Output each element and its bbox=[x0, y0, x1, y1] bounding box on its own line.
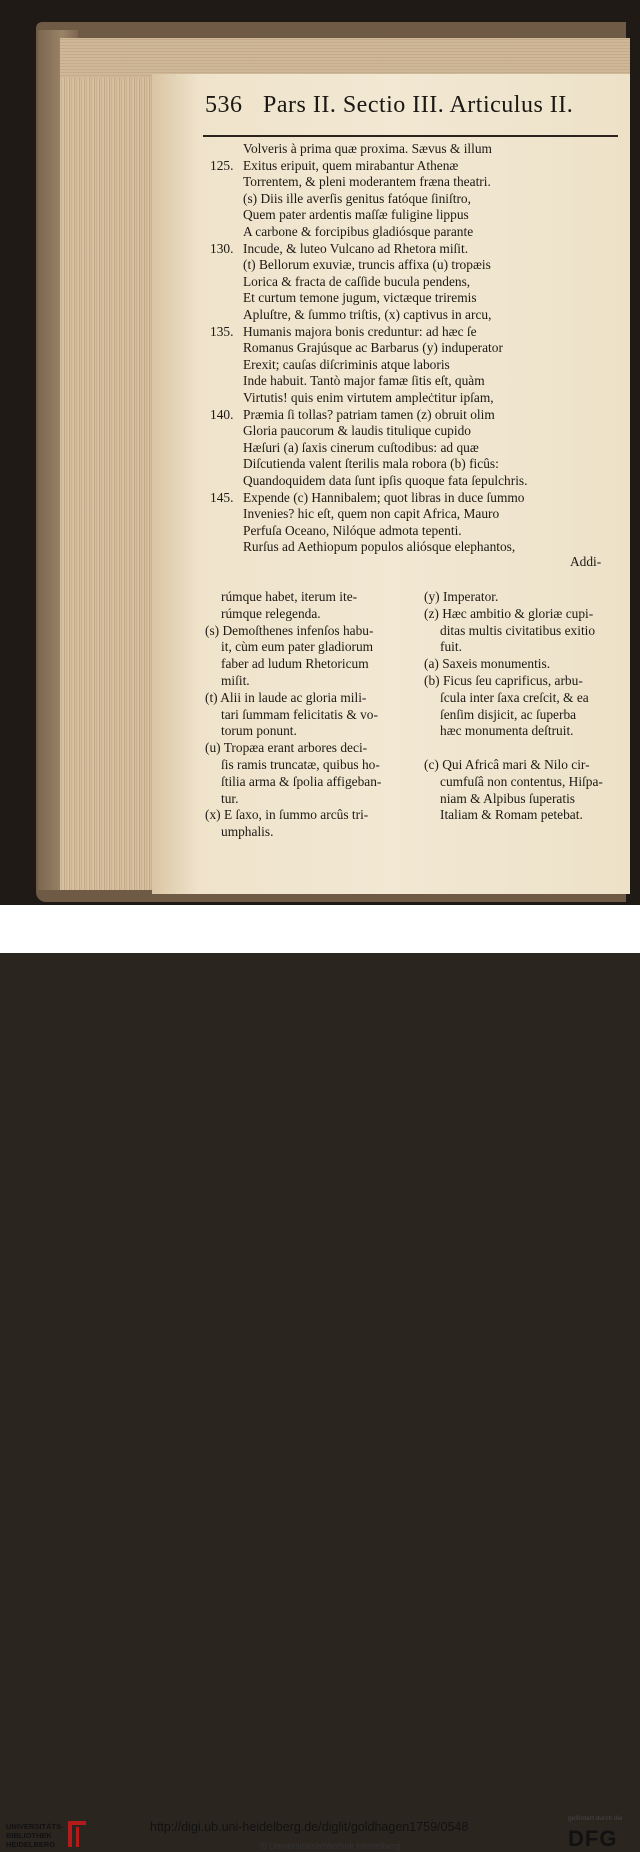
verse-line: Rurſus ad Aethiopum populos aliósque elephantos, bbox=[243, 539, 516, 555]
footnote-line: (z) Hæc ambitio & gloriæ cupi- bbox=[424, 605, 594, 621]
footnote-line: faber ad ludum Rhetoricum bbox=[221, 656, 369, 672]
verse-line: Inde habuit. Tantò major famæ ſitis eſt, quàm bbox=[243, 373, 485, 389]
verse-line: Erexit; cauſas diſcriminis atque laboris bbox=[243, 356, 450, 372]
footnote-line: torum ponunt. bbox=[221, 723, 297, 739]
verse-number: 130. bbox=[210, 240, 234, 256]
footnote-line: ſenſim disjicit, ac ſuperba bbox=[440, 706, 577, 722]
verse-line: Virtutis! quis enim virtutem ampleċtitur ipſam, bbox=[243, 390, 494, 405]
footnote-line: it, cùm eum pater gladiorum bbox=[221, 639, 374, 655]
copyright-text: © Universitätsbibliothek Heidelberg bbox=[260, 1841, 401, 1851]
verse-line: Incude, & luteo Vulcano ad Rhetora miſit. bbox=[243, 240, 469, 256]
footnote-line: ſtilia arma & ſpolia affigeban- bbox=[221, 773, 382, 789]
verse-line: Hæſuri (a) ſaxis cinerum cuſtodibus: ad quæ bbox=[243, 439, 479, 455]
page-header bbox=[205, 92, 573, 119]
verse-line: Exitus eripuit, quem mirabantur Athenæ bbox=[243, 157, 459, 173]
catchword: Addi- bbox=[570, 554, 602, 569]
footnote-line: ditas multis civitatibus exitio bbox=[440, 622, 596, 638]
verse-line: Præmia ſi tollas? patriam tamen (z) obruit olim bbox=[243, 406, 495, 422]
page-edges bbox=[60, 38, 160, 890]
page-number: 536 bbox=[205, 92, 243, 118]
verse-line: Diſcutienda valent ſterilis mala robora (b) ficûs: bbox=[243, 456, 499, 472]
verse-line: (s) Diis ille averſis genitus fatóque ſiniſtro, bbox=[243, 190, 471, 206]
dfg-logo: DFG bbox=[568, 1826, 618, 1851]
verse-line: Perfuſa Oceano, Nilóque admota tepenti. bbox=[243, 522, 462, 538]
verse-line: Gloria paucorum & laudis titulique cupido bbox=[243, 423, 471, 439]
footnote-line: ſcula inter ſaxa creſcit, & ea bbox=[440, 689, 589, 705]
footnote-line: (x) E ſaxo, in ſummo arcûs tri- bbox=[205, 807, 369, 823]
page-top-edges bbox=[60, 38, 630, 78]
verse-line: Quem pater ardentis maſſæ fuligine lippus bbox=[243, 207, 469, 223]
verse-line: Volveris à prima quæ proxima. Sævus & illum bbox=[243, 141, 492, 156]
footnote-line: (b) Ficus ſeu caprificus, arbu- bbox=[424, 673, 583, 688]
header-rule bbox=[203, 135, 618, 137]
verse-line: Romanus Grajúsque ac Barbarus (y) induperator bbox=[243, 340, 503, 356]
verse-number: 125. bbox=[210, 157, 234, 173]
logo-line: BIBLIOTHEK bbox=[6, 1831, 52, 1840]
footnote-line: miſit. bbox=[221, 673, 250, 688]
logo-line: HEIDELBERG bbox=[6, 1840, 56, 1849]
verse-line: Quandoquidem data ſunt ipſis quoque fata ſepulchris. bbox=[243, 473, 528, 488]
footnote-line: (t) Alii in laude ac gloria mili- bbox=[205, 689, 367, 705]
footnote-line: (c) Qui Africâ mari & Nilo cir- bbox=[424, 757, 590, 772]
verse-line: Torrentem, & pleni moderantem fræna theatri. bbox=[243, 174, 491, 190]
page-title: Pars II. Sectio III. Articulus II. bbox=[263, 92, 574, 118]
book-scan bbox=[0, 0, 640, 905]
verse-number: 145. bbox=[210, 489, 234, 505]
footnote-line: ſis ramis truncatæ, quibus ho- bbox=[221, 757, 380, 772]
footnote-line: rúmque relegenda. bbox=[221, 605, 321, 621]
footnote-line: (s) Demoſthenes infenſos habu- bbox=[205, 622, 374, 638]
footnote-line: cumfuſâ non contentus, Hiſpa- bbox=[440, 773, 603, 789]
verse-line: (t) Bellorum exuviæ, truncis affixa (u) tropæis bbox=[243, 257, 491, 273]
logo-line: UNIVERSITÄTS- bbox=[6, 1822, 64, 1831]
verse-line: Et curtum temone jugum, victæque triremis bbox=[243, 290, 477, 306]
verse-line: Lorica & fracta de caſſide bucula pendens, bbox=[243, 273, 471, 289]
library-logo-text bbox=[6, 1822, 64, 1849]
footnote-line: Italiam & Romam petebat. bbox=[440, 807, 583, 823]
footnote-line: (y) Imperator. bbox=[424, 589, 499, 604]
verse-line: Invenies? hic eſt, quem non capit Africa, Mauro bbox=[243, 506, 500, 522]
verse-number: 135. bbox=[210, 323, 234, 339]
footnote-line: (u) Tropæa erant arbores deci- bbox=[205, 740, 368, 756]
footnote-line: niam & Alpibus ſuperatis bbox=[440, 790, 576, 806]
footnote-line: umphalis. bbox=[221, 824, 274, 840]
footnote-line: hæc monumenta deſtruit. bbox=[440, 723, 574, 739]
footnote-line: tur. bbox=[221, 790, 239, 806]
verse-line: Apluſtre, & ſummo triſtis, (x) captivus in arcu, bbox=[243, 307, 492, 322]
footnote-line: rúmque habet, iterum ite- bbox=[221, 589, 358, 604]
funded-by-text: gefördert durch die bbox=[568, 1815, 623, 1822]
permalink-url[interactable]: http://digi.ub.uni-heidelberg.de/diglit/goldhagen1759/0548 bbox=[150, 1820, 469, 1834]
verse-number: 140. bbox=[210, 406, 234, 422]
verse-line: A carbone & forcipibus gladiósque parante bbox=[243, 224, 474, 239]
verse-line: Humanis majora bonis creduntur: ad hæc ſe bbox=[243, 323, 477, 339]
footnote-line: tari ſummam felicitatis & vo- bbox=[221, 706, 378, 722]
footnote-line: (a) Saxeis monumentis. bbox=[424, 656, 551, 672]
library-logo-icon bbox=[66, 1819, 88, 1849]
verse-line: Expende (c) Hannibalem; quot libras in duce ſummo bbox=[243, 489, 525, 505]
footnote-line: fuit. bbox=[440, 639, 462, 655]
footer-bar bbox=[0, 905, 640, 1851]
